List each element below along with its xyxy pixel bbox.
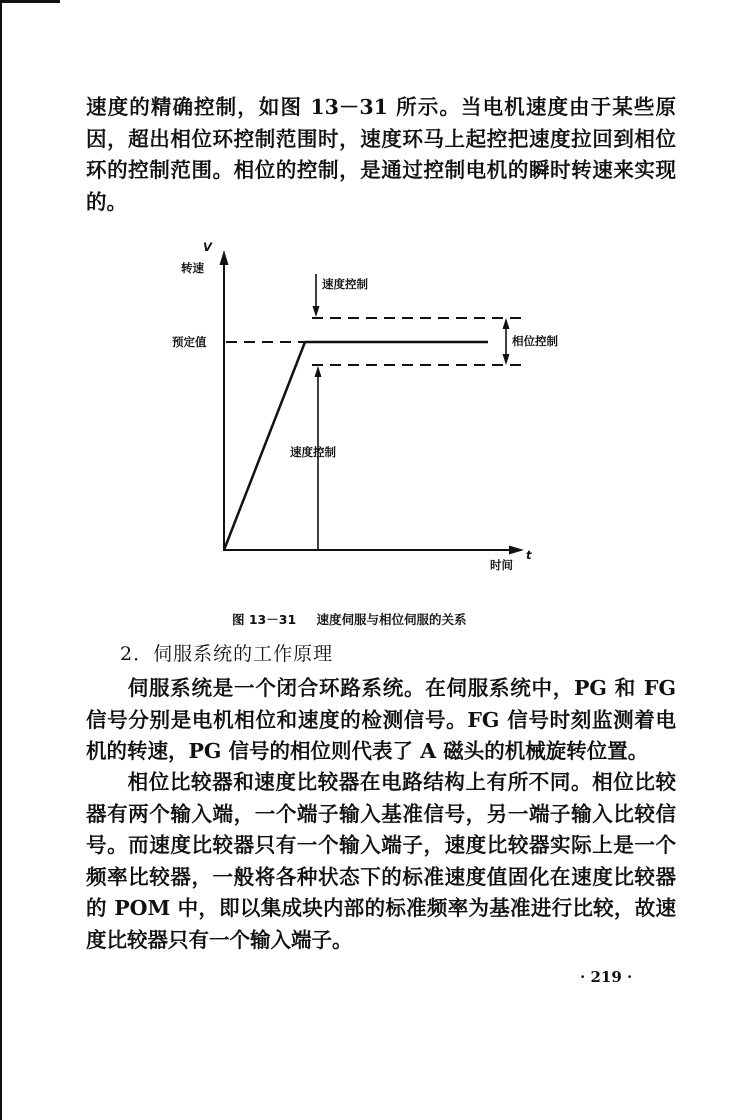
figure-caption — [232, 610, 467, 628]
y-axis-label: 转速 — [181, 261, 204, 275]
setpoint-label: 预定值 — [172, 335, 207, 349]
y-axis-symbol: V — [203, 240, 212, 254]
figure-number: 图 13－31 — [232, 612, 297, 627]
x-axis-symbol: t — [526, 548, 532, 562]
speed-control-upper-label: 速度控制 — [322, 277, 368, 291]
figure-title: 速度伺服与相位伺服的关系 — [316, 612, 467, 627]
x-axis-label: 时间 — [490, 558, 513, 572]
paragraph-comparators: 相位比较器和速度比较器在电路结构上有所不同。相位比较器有两个输入端，一个端子输入基准信号，另一端子输入比较信号。而速度比较器只有一个输入端子，速度比较器实际上是一个频率比较器，一般将各种状态下的标准速度值固化在速度比较器的 POM 中，即以集成块内部的标准频率为基准进行比较，故速度比较器只有一个输入端子。 — [86, 770, 676, 952]
phase-control-label: 相位控制 — [512, 334, 558, 348]
upper-speed-arrow-head — [313, 306, 320, 317]
paragraph-intro: 速度的精确控制，如图 13－31 所示。当电机速度由于某些原因，超出相位环控制范围时，速度环马上起控把速度拉回到相位环的控制范围。相位的控制，是通过控制电机的瞬时转速来实现的。 — [86, 95, 676, 214]
speed-control-lower-label: 速度控制 — [290, 445, 336, 459]
x-axis-arrow — [509, 546, 524, 555]
section-heading: 2．伺服系统的工作原理 — [120, 643, 334, 665]
y-axis-arrow — [220, 250, 229, 265]
phase-arrow-head-down — [503, 354, 510, 365]
paragraph-servo-loop: 伺服系统是一个闭合环路系统。在伺服系统中，PG 和 FG 信号分别是电机相位和速度的检测信号。FG 信号时刻监测着电机的转速，PG 信号的相位则代表了 A 磁头的机械旋转位置。 — [86, 676, 676, 763]
lower-speed-arrow-head — [315, 366, 322, 377]
page-number: · 219 · — [580, 968, 633, 986]
phase-arrow-head-up — [503, 318, 510, 329]
